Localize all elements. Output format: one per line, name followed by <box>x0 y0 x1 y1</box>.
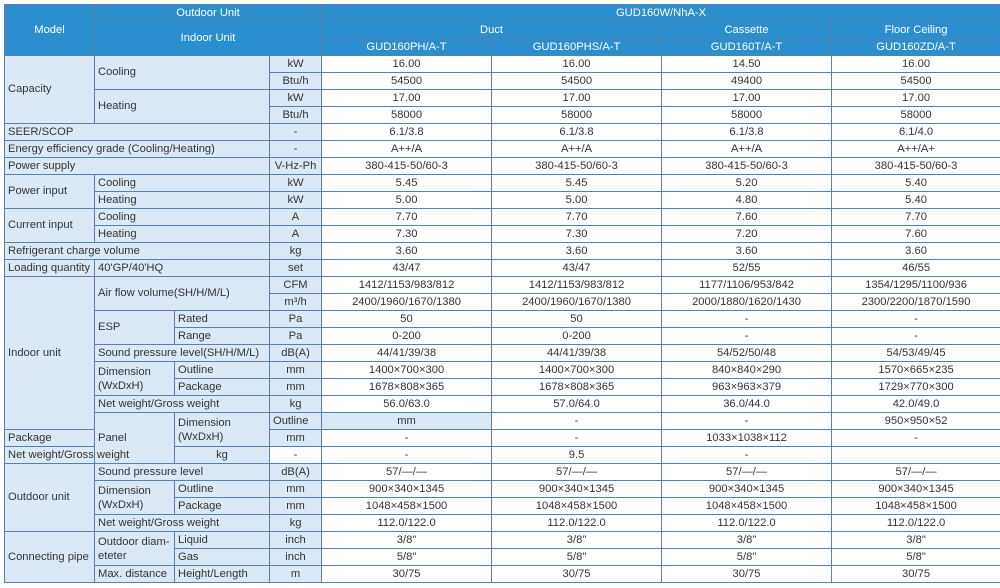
row-sublabel-rated: Rated <box>175 311 270 328</box>
row-sublabel-airflow: Air flow volume(SH/H/M/L) <box>95 277 270 311</box>
value-cell: 57.0/64.0 <box>492 396 662 413</box>
row-label-indoor-unit: Indoor unit <box>5 277 95 430</box>
value-cell: 3.60 <box>832 243 1000 260</box>
value-cell: 6.1/3.8 <box>322 124 492 141</box>
row-sublabel-liquid: Liquid <box>175 532 270 549</box>
row-label-outdoor-unit: Outdoor unit <box>5 464 95 532</box>
value-cell: 16.00 <box>322 56 492 73</box>
value-cell: 5.40 <box>832 192 1000 209</box>
value-cell: 57/—/— <box>662 464 832 481</box>
value-cell: 0-200 <box>322 328 492 345</box>
row-sublabel-range: Range <box>175 328 270 345</box>
value-cell: 1678×808×365 <box>322 379 492 396</box>
table-row <box>5 515 1000 532</box>
value-cell: 58000 <box>322 107 492 124</box>
unit-cell: - <box>270 124 322 141</box>
unit-cell: dB(A) <box>270 345 322 362</box>
unit-cell: inch <box>270 532 322 549</box>
value-cell: 4.80 <box>662 192 832 209</box>
value-cell: 30/75 <box>322 566 492 583</box>
unit-cell: mm <box>270 362 322 379</box>
unit-cell: mm <box>270 379 322 396</box>
table-row <box>5 56 1000 73</box>
row-sublabel-cooling: Cooling <box>95 209 270 226</box>
value-cell: 58000 <box>492 107 662 124</box>
value-cell: 7.70 <box>322 209 492 226</box>
table-row <box>5 532 1000 549</box>
value-cell: 46/55 <box>832 260 1000 277</box>
value-cell: 56.0/63.0 <box>322 396 492 413</box>
spec-table <box>4 4 1000 583</box>
value-cell: 5.45 <box>492 175 662 192</box>
row-sublabel-container: 40'GP/40'HQ <box>95 260 270 277</box>
value-cell: A++/A+ <box>832 141 1000 158</box>
row-sublabel-dimension: Dimension (WxDxH) <box>95 362 175 396</box>
value-cell: - <box>662 328 832 345</box>
value-cell: - <box>322 430 492 447</box>
value-cell: 3/8" <box>492 532 662 549</box>
unit-cell: m³/h <box>270 294 322 311</box>
unit-cell: Btu/h <box>270 107 322 124</box>
value-cell: - <box>270 447 322 464</box>
table-row <box>5 345 1000 362</box>
value-cell: - <box>662 447 832 464</box>
value-cell: 57/—/— <box>832 464 1000 481</box>
unit-cell: set <box>270 260 322 277</box>
value-cell: 2300/2200/1870/1590 <box>832 294 1000 311</box>
table-row <box>5 192 1000 209</box>
table-row <box>5 413 1000 430</box>
row-sublabel-esp: ESP <box>95 311 175 345</box>
value-cell: - <box>322 447 492 464</box>
value-cell: 900×340×1345 <box>832 481 1000 498</box>
value-cell: 3.60 <box>492 243 662 260</box>
unit-cell: Btu/h <box>270 73 322 90</box>
unit-cell: mm <box>270 430 322 447</box>
table-row <box>5 481 1000 498</box>
table-row <box>5 209 1000 226</box>
unit-cell: kW <box>270 56 322 73</box>
row-label-power-input: Power input <box>5 175 95 209</box>
value-cell: 54500 <box>832 73 1000 90</box>
row-sublabel-weight: Net weight/Gross weight <box>5 447 175 464</box>
value-cell: 5.20 <box>662 175 832 192</box>
unit-cell: V-Hz-Ph <box>270 158 322 175</box>
value-cell: 380-415-50/60-3 <box>492 158 662 175</box>
unit-cell: mm <box>322 413 492 430</box>
table-row <box>5 226 1000 243</box>
value-cell: 58000 <box>832 107 1000 124</box>
outdoor-unit-header: Outdoor Unit <box>95 5 322 22</box>
value-cell: 36.0/44.0 <box>662 396 832 413</box>
unit-cell: dB(A) <box>270 464 322 481</box>
value-cell: 6.1/3.8 <box>492 124 662 141</box>
value-cell: A++/A <box>662 141 832 158</box>
value-cell: 5.40 <box>832 175 1000 192</box>
model-header: Model <box>5 5 95 56</box>
unit-cell: kg <box>270 243 322 260</box>
value-cell: 1412/1153/983/812 <box>322 277 492 294</box>
outdoor-model-header: GUD160W/NhA-X <box>322 5 1000 22</box>
unit-cell: kW <box>270 175 322 192</box>
table-row <box>5 396 1000 413</box>
value-cell: 16.00 <box>492 56 662 73</box>
indoor-model-header: GUD160ZD/A-T <box>832 39 1000 56</box>
value-cell: 57/—/— <box>322 464 492 481</box>
unit-cell: kg <box>175 447 270 464</box>
table-row <box>5 311 1000 328</box>
value-cell: 52/55 <box>662 260 832 277</box>
table-row <box>5 243 1000 260</box>
row-label-loading: Loading quantity <box>5 260 95 277</box>
value-cell: 112.0/122.0 <box>662 515 832 532</box>
value-cell: 5/8" <box>492 549 662 566</box>
value-cell: 900×340×1345 <box>322 481 492 498</box>
value-cell: 1048×458×1500 <box>322 498 492 515</box>
row-sublabel-outline: Outline <box>270 413 322 430</box>
row-sublabel-heating: Heating <box>95 192 270 209</box>
table-row <box>5 447 1000 464</box>
value-cell: 17.00 <box>832 90 1000 107</box>
table-row <box>5 464 1000 481</box>
row-sublabel-sound: Sound pressure level <box>95 464 270 481</box>
value-cell: 3.60 <box>322 243 492 260</box>
value-cell: 2000/1880/1620/1430 <box>662 294 832 311</box>
row-label-power-supply: Power supply <box>5 158 270 175</box>
value-cell: 44/41/39/38 <box>322 345 492 362</box>
value-cell: 840×840×290 <box>662 362 832 379</box>
value-cell: 17.00 <box>492 90 662 107</box>
value-cell: 7.60 <box>832 226 1000 243</box>
value-cell: A++/A <box>322 141 492 158</box>
value-cell: 380-415-50/60-3 <box>322 158 492 175</box>
value-cell: 44/41/39/38 <box>492 345 662 362</box>
value-cell: A++/A <box>492 141 662 158</box>
table-row <box>5 158 1000 175</box>
value-cell: 5.00 <box>492 192 662 209</box>
value-cell: 112.0/122.0 <box>322 515 492 532</box>
table-row <box>5 277 1000 294</box>
row-label-capacity: Capacity <box>5 56 95 124</box>
unit-cell: kW <box>270 192 322 209</box>
unit-cell: Pa <box>270 328 322 345</box>
value-cell: 54500 <box>322 73 492 90</box>
row-label-refrigerant: Refrigerant charge volume <box>5 243 270 260</box>
unit-cell: kW <box>270 90 322 107</box>
type-duct-header: Duct <box>322 22 662 39</box>
row-label-current-input: Current input <box>5 209 95 243</box>
row-sublabel-heating: Heating <box>95 226 270 243</box>
value-cell: 54/52/50/48 <box>662 345 832 362</box>
row-sublabel-package: Package <box>175 379 270 396</box>
row-sublabel-outline: Outline <box>175 362 270 379</box>
value-cell: - <box>492 413 662 430</box>
indoor-model-header: GUD160PHS/A-T <box>492 39 662 56</box>
indoor-unit-header: Indoor Unit <box>95 22 322 56</box>
row-sublabel-sound: Sound pressure level(SH/H/M/L) <box>95 345 270 362</box>
value-cell: 30/75 <box>832 566 1000 583</box>
row-sublabel-heating: Heating <box>95 90 270 124</box>
unit-cell: kg <box>270 396 322 413</box>
value-cell: 58000 <box>662 107 832 124</box>
row-sublabel-package: Package <box>175 498 270 515</box>
value-cell: 1400×700×300 <box>322 362 492 379</box>
value-cell: 900×340×1345 <box>492 481 662 498</box>
value-cell: 6.1/4.0 <box>832 124 1000 141</box>
value-cell: 1729×770×300 <box>832 379 1000 396</box>
row-sublabel-diameter: Outdoor diam-eteter <box>95 532 175 566</box>
value-cell: - <box>832 430 1000 447</box>
value-cell: 1678×808×365 <box>492 379 662 396</box>
value-cell: 42.0/49.0 <box>832 396 1000 413</box>
unit-cell: CFM <box>270 277 322 294</box>
table-row <box>5 90 1000 107</box>
value-cell: 14.50 <box>662 56 832 73</box>
value-cell: 950×950×52 <box>832 413 1000 430</box>
unit-cell: m <box>270 566 322 583</box>
value-cell: 7.70 <box>492 209 662 226</box>
value-cell: 5/8" <box>322 549 492 566</box>
value-cell: 57/—/— <box>492 464 662 481</box>
value-cell: 1048×458×1500 <box>662 498 832 515</box>
value-cell: 9.5 <box>492 447 662 464</box>
value-cell: 3/8" <box>322 532 492 549</box>
value-cell: 1177/1106/953/842 <box>662 277 832 294</box>
value-cell: 1048×458×1500 <box>832 498 1000 515</box>
value-cell: 50 <box>492 311 662 328</box>
value-cell: 1412/1153/983/812 <box>492 277 662 294</box>
value-cell: 1400×700×300 <box>492 362 662 379</box>
value-cell: 5/8" <box>662 549 832 566</box>
unit-cell: mm <box>270 498 322 515</box>
unit-cell: Pa <box>270 311 322 328</box>
value-cell: 16.00 <box>832 56 1000 73</box>
value-cell: 30/75 <box>492 566 662 583</box>
value-cell: 2400/1960/1670/1380 <box>492 294 662 311</box>
indoor-model-header: GUD160PH/A-T <box>322 39 492 56</box>
unit-cell: kg <box>270 515 322 532</box>
table-row <box>5 175 1000 192</box>
value-cell: 17.00 <box>662 90 832 107</box>
row-label-connecting-pipe: Connecting pipe <box>5 532 95 583</box>
unit-cell: - <box>270 141 322 158</box>
row-label-energy-grade: Energy efficiency grade (Cooling/Heating) <box>5 141 270 158</box>
value-cell: 380-415-50/60-3 <box>832 158 1000 175</box>
value-cell: 7.30 <box>492 226 662 243</box>
value-cell: 3.60 <box>662 243 832 260</box>
value-cell: 7.30 <box>322 226 492 243</box>
value-cell: 1354/1295/1100/936 <box>832 277 1000 294</box>
row-sublabel-cooling: Cooling <box>95 175 270 192</box>
value-cell: 963×963×379 <box>662 379 832 396</box>
row-sublabel-dimension: Dimension (WxDxH) <box>95 481 175 515</box>
value-cell: - <box>832 311 1000 328</box>
unit-cell: A <box>270 226 322 243</box>
value-cell: 112.0/122.0 <box>832 515 1000 532</box>
value-cell: 7.70 <box>832 209 1000 226</box>
value-cell: 2400/1960/1670/1380 <box>322 294 492 311</box>
unit-cell: mm <box>270 481 322 498</box>
row-sublabel-weight: Net weight/Gross weight <box>95 515 270 532</box>
indoor-model-header: GUD160T/A-T <box>662 39 832 56</box>
row-sublabel-dimension: Dimension (WxDxH) <box>175 413 270 447</box>
row-label-seer: SEER/SCOP <box>5 124 270 141</box>
value-cell: - <box>662 311 832 328</box>
value-cell: 5.45 <box>322 175 492 192</box>
row-sublabel-weight: Net weight/Gross weight <box>95 396 270 413</box>
value-cell: - <box>492 430 662 447</box>
value-cell: 1048×458×1500 <box>492 498 662 515</box>
table-row <box>5 124 1000 141</box>
value-cell: 380-415-50/60-3 <box>662 158 832 175</box>
value-cell: 50 <box>322 311 492 328</box>
row-sublabel-max-distance: Max. distance <box>95 566 175 583</box>
unit-cell: inch <box>270 549 322 566</box>
value-cell: 54/53/49/45 <box>832 345 1000 362</box>
value-cell: 3/8" <box>662 532 832 549</box>
value-cell: - <box>662 413 832 430</box>
value-cell: 7.60 <box>662 209 832 226</box>
value-cell: 30/75 <box>662 566 832 583</box>
value-cell: 43/47 <box>492 260 662 277</box>
value-cell: - <box>832 328 1000 345</box>
value-cell: 49400 <box>662 73 832 90</box>
value-cell: 1033×1038×112 <box>662 430 832 447</box>
row-sublabel-height-length: Height/Length <box>175 566 270 583</box>
value-cell: 5.00 <box>322 192 492 209</box>
value-cell: 5/8" <box>832 549 1000 566</box>
row-sublabel-gas: Gas <box>175 549 270 566</box>
value-cell: 17.00 <box>322 90 492 107</box>
row-label-panel: Panel <box>95 413 175 464</box>
unit-cell: A <box>270 209 322 226</box>
row-sublabel-outline: Outline <box>175 481 270 498</box>
table-row <box>5 566 1000 583</box>
type-floor-ceiling-header: Floor Ceiling <box>832 22 1000 39</box>
table-row <box>5 260 1000 277</box>
row-sublabel-cooling: Cooling <box>95 56 270 90</box>
value-cell: 3/8" <box>832 532 1000 549</box>
value-cell: 7.20 <box>662 226 832 243</box>
value-cell: 43/47 <box>322 260 492 277</box>
value-cell: 54500 <box>492 73 662 90</box>
table-row <box>5 141 1000 158</box>
value-cell: 112.0/122.0 <box>492 515 662 532</box>
table-row <box>5 362 1000 379</box>
value-cell: 1570×665×235 <box>832 362 1000 379</box>
value-cell: 900×340×1345 <box>662 481 832 498</box>
type-cassette-header: Cassette <box>662 22 832 39</box>
value-cell: 0-200 <box>492 328 662 345</box>
value-cell: 6.1/3.8 <box>662 124 832 141</box>
row-sublabel-package: Package <box>5 430 95 447</box>
